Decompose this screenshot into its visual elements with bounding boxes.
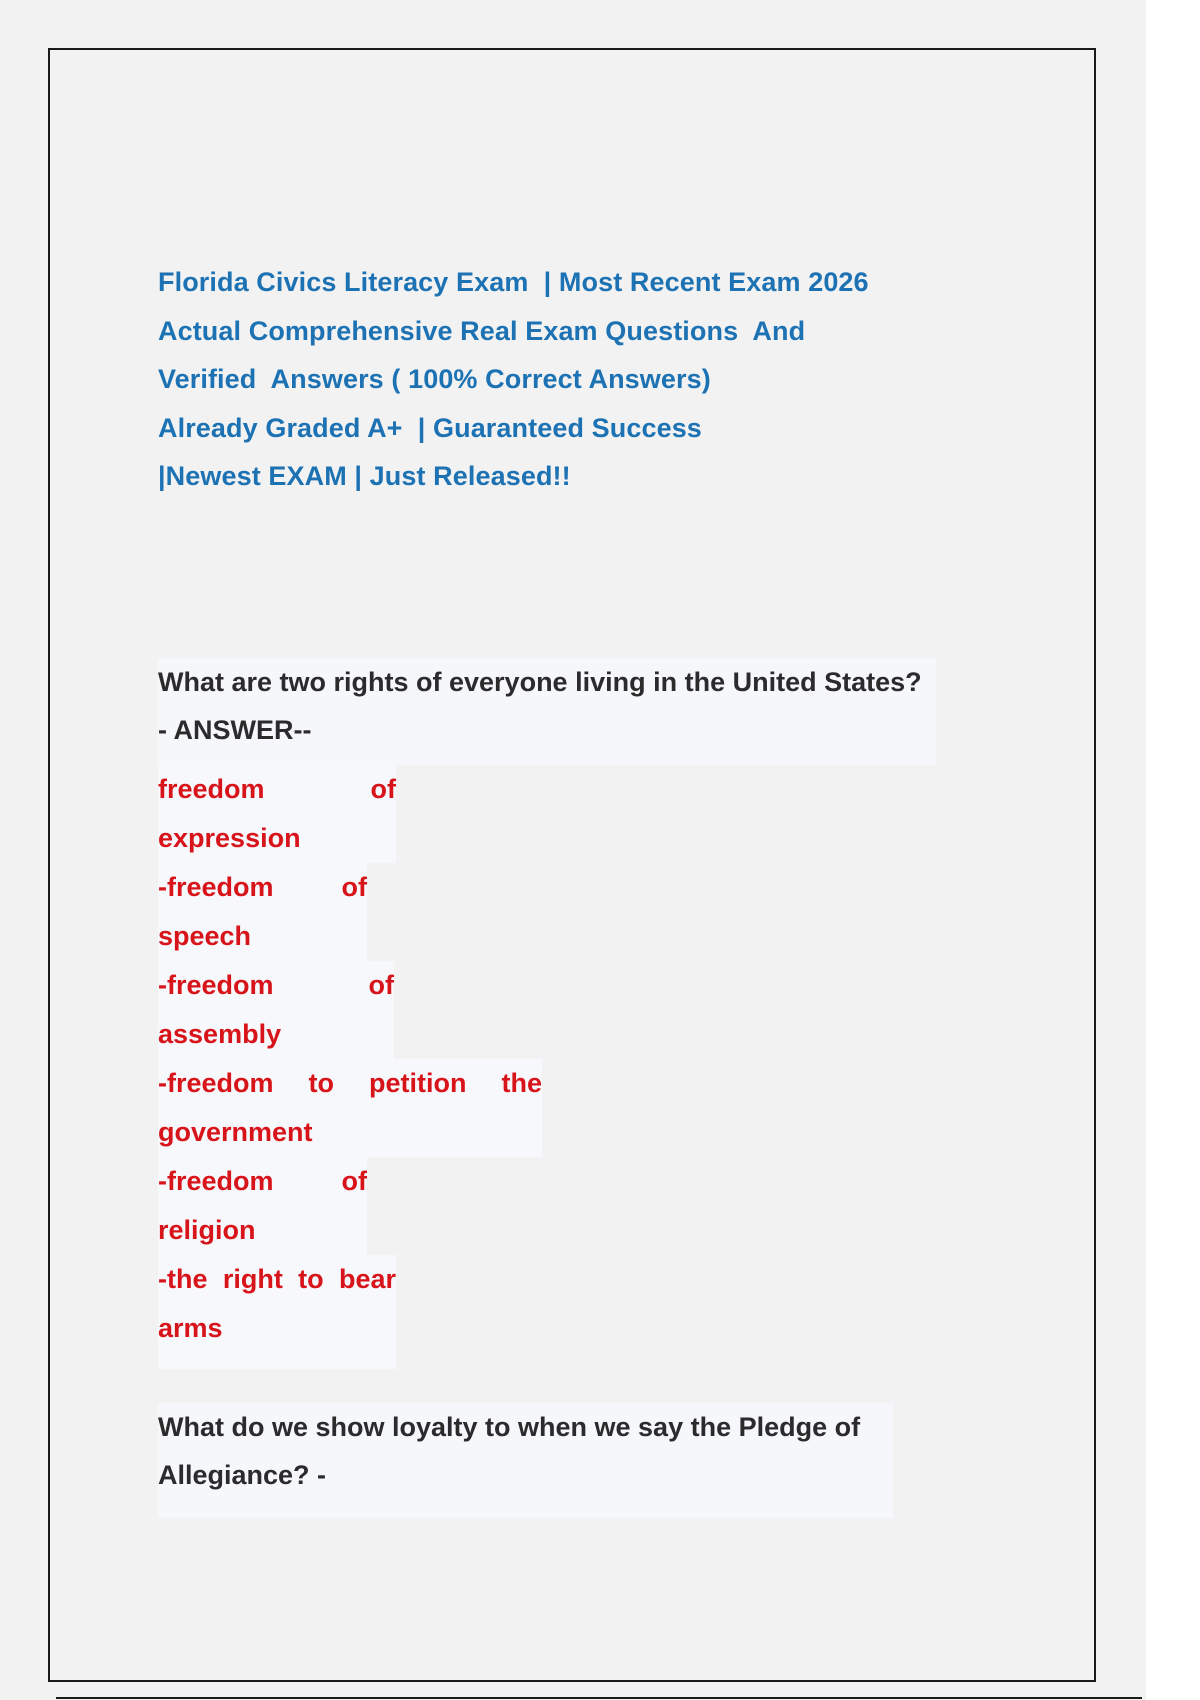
question-text: Allegiance? -	[158, 1460, 327, 1490]
question-1	[158, 658, 936, 765]
answer-list	[158, 765, 1058, 1369]
title-line: Actual Comprehensive Real Exam Questions And	[158, 315, 806, 346]
answer-line: speech	[158, 920, 252, 951]
question-2	[158, 1403, 893, 1518]
answer-line: -freedom to petition the	[158, 1067, 542, 1098]
title-line: Already Graded A+ | Guaranteed Success	[158, 412, 702, 443]
page-divider	[56, 1697, 1142, 1699]
answer-line: arms	[158, 1312, 223, 1343]
answer-item	[158, 1059, 542, 1157]
title-line: |Newest EXAM | Just Released!!	[158, 461, 571, 491]
page-content	[158, 258, 1058, 1518]
question-text: What are two rights of everyone living in the United States?	[158, 666, 922, 697]
answer-item	[158, 765, 396, 863]
document-title	[158, 258, 1058, 501]
answer-line: -the right to bear	[158, 1263, 396, 1294]
answer-item	[158, 1157, 367, 1255]
answer-line: -freedom of	[158, 1165, 367, 1196]
title-line: Verified Answers ( 100% Correct Answers)	[158, 364, 711, 394]
answer-line: -freedom of	[158, 969, 394, 1000]
answer-line: government	[158, 1116, 313, 1147]
answer-line: freedom of	[158, 773, 396, 804]
answer-line: expression	[158, 822, 301, 853]
title-line: Florida Civics Literacy Exam | Most Recent Exam 2026	[158, 267, 869, 297]
answer-line: religion	[158, 1214, 256, 1245]
answer-item	[158, 863, 367, 961]
answer-item	[158, 1255, 396, 1369]
answer-item	[158, 961, 394, 1059]
question-text: What do we show loyalty to when we say the Pledge of	[158, 1411, 861, 1442]
answer-line: assembly	[158, 1018, 282, 1049]
answer-line: -freedom of	[158, 871, 367, 902]
answer-label: - ANSWER--	[158, 715, 312, 745]
